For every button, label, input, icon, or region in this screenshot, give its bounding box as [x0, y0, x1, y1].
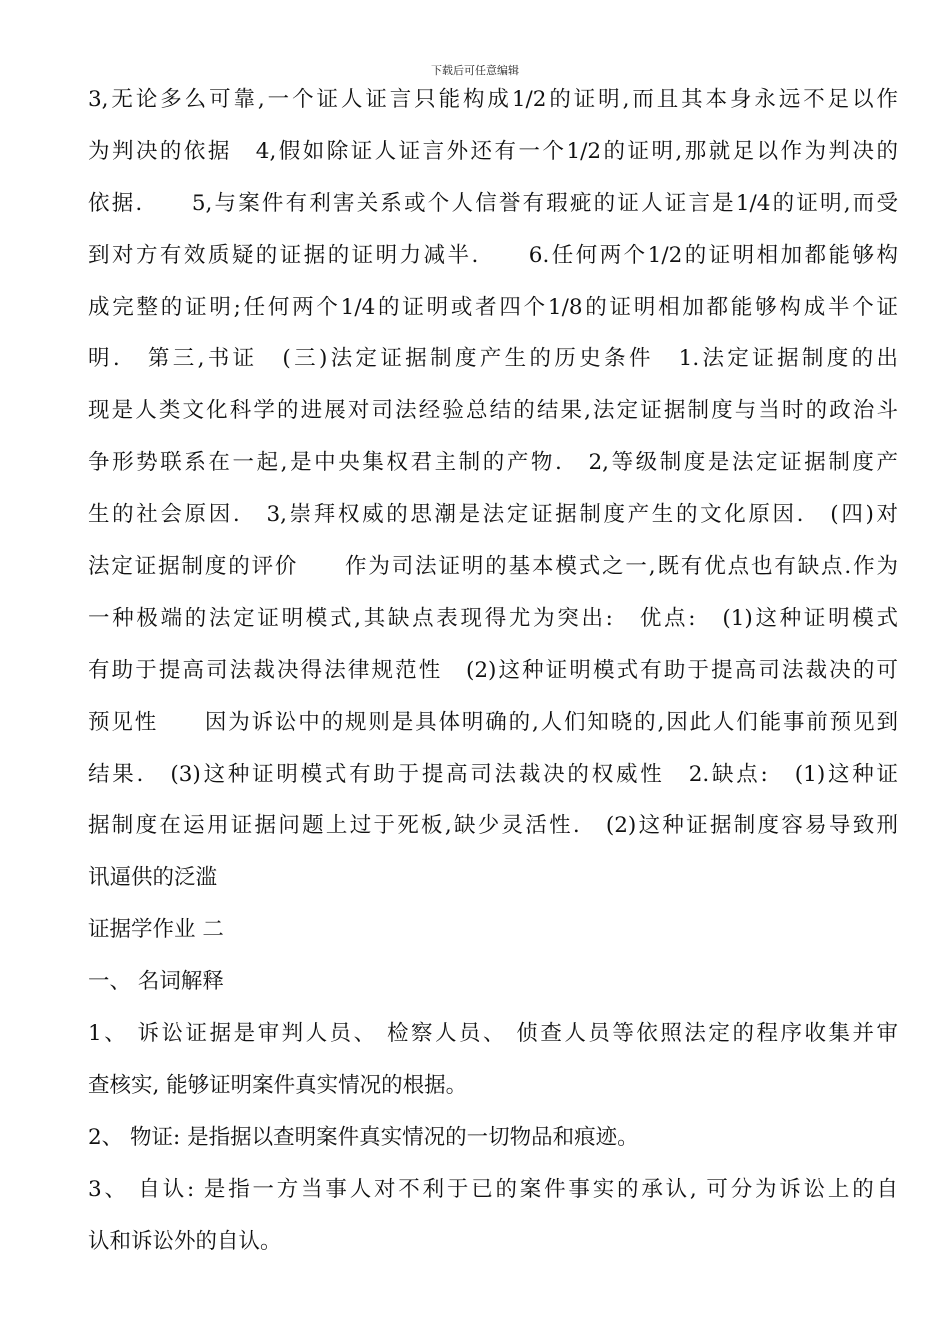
- text-line: 到对方有效质疑的证据的证明力减半. 6.任何两个1/2的证明相加都能够构: [88, 242, 898, 268]
- text-line: 生的社会原因. 3,崇拜权威的思潮是法定证据制度产生的文化原因. (四)对: [88, 502, 898, 528]
- text-line: 争形势联系在一起,是中央集权君主制的产物. 2,等级制度是法定证据制度产: [88, 450, 898, 476]
- section-heading: 一、 名词解释: [88, 969, 224, 995]
- text-line: 结果. (3)这种证明模式有助于提高司法裁决的权威性 2.缺点: (1)这种证: [88, 761, 898, 787]
- document-body: [88, 80, 898, 1273]
- text-line: 2、 物证: 是指据以查明案件真实情况的一切物品和痕迹。: [88, 1124, 639, 1150]
- text-line: 预见性 因为诉讼中的规则是具体明确的,人们知晓的,因此人们能事前预见到: [88, 709, 898, 735]
- text-line: 查核实, 能够证明案件真实情况的根据。: [88, 1072, 468, 1098]
- text-line: 认和诉讼外的自认。: [88, 1228, 282, 1254]
- section-title: 证据学作业 二: [88, 917, 224, 943]
- text-line: 成完整的证明;任何两个1/4的证明或者四个1/8的证明相加都能够构成半个证: [88, 294, 898, 320]
- text-line: 一种极端的法定证明模式,其缺点表现得尤为突出: 优点: (1)这种证明模式: [88, 605, 898, 631]
- text-line: 明. 第三,书证 (三)法定证据制度产生的历史条件 1.法定证据制度的出: [88, 346, 898, 372]
- text-line: 依据. 5,与案件有利害关系或个人信誉有瑕疵的证人证言是1/4的证明,而受: [88, 190, 898, 216]
- text-line: 法定证据制度的评价 作为司法证明的基本模式之一,既有优点也有缺点.作为: [88, 554, 898, 580]
- page-header: 下载后可任意编辑: [431, 64, 519, 77]
- text-line: 据制度在运用证据问题上过于死板,缺少灵活性. (2)这种证据制度容易导致刑: [88, 813, 898, 839]
- text-line: 讯逼供的泛滥: [88, 865, 218, 891]
- text-line: 有助于提高司法裁决得法律规范性 (2)这种证明模式有助于提高司法裁决的可: [88, 657, 898, 683]
- text-line: 为判决的依据 4,假如除证人证言外还有一个1/2的证明,那就足以作为判决的: [88, 138, 898, 164]
- text-line: 3,无论多么可靠,一个证人证言只能构成1/2的证明,而且其本身永远不足以作: [88, 87, 898, 112]
- text-line: 现是人类文化科学的进展对司法经验总结的结果,法定证据制度与当时的政治斗: [88, 398, 898, 424]
- text-line: 3、 自认: 是指一方当事人对不利于已的案件事实的承认, 可分为诉讼上的自: [88, 1176, 898, 1202]
- text-line: 1、 诉讼证据是审判人员、 检察人员、 侦查人员等依照法定的程序收集并审: [88, 1021, 898, 1047]
